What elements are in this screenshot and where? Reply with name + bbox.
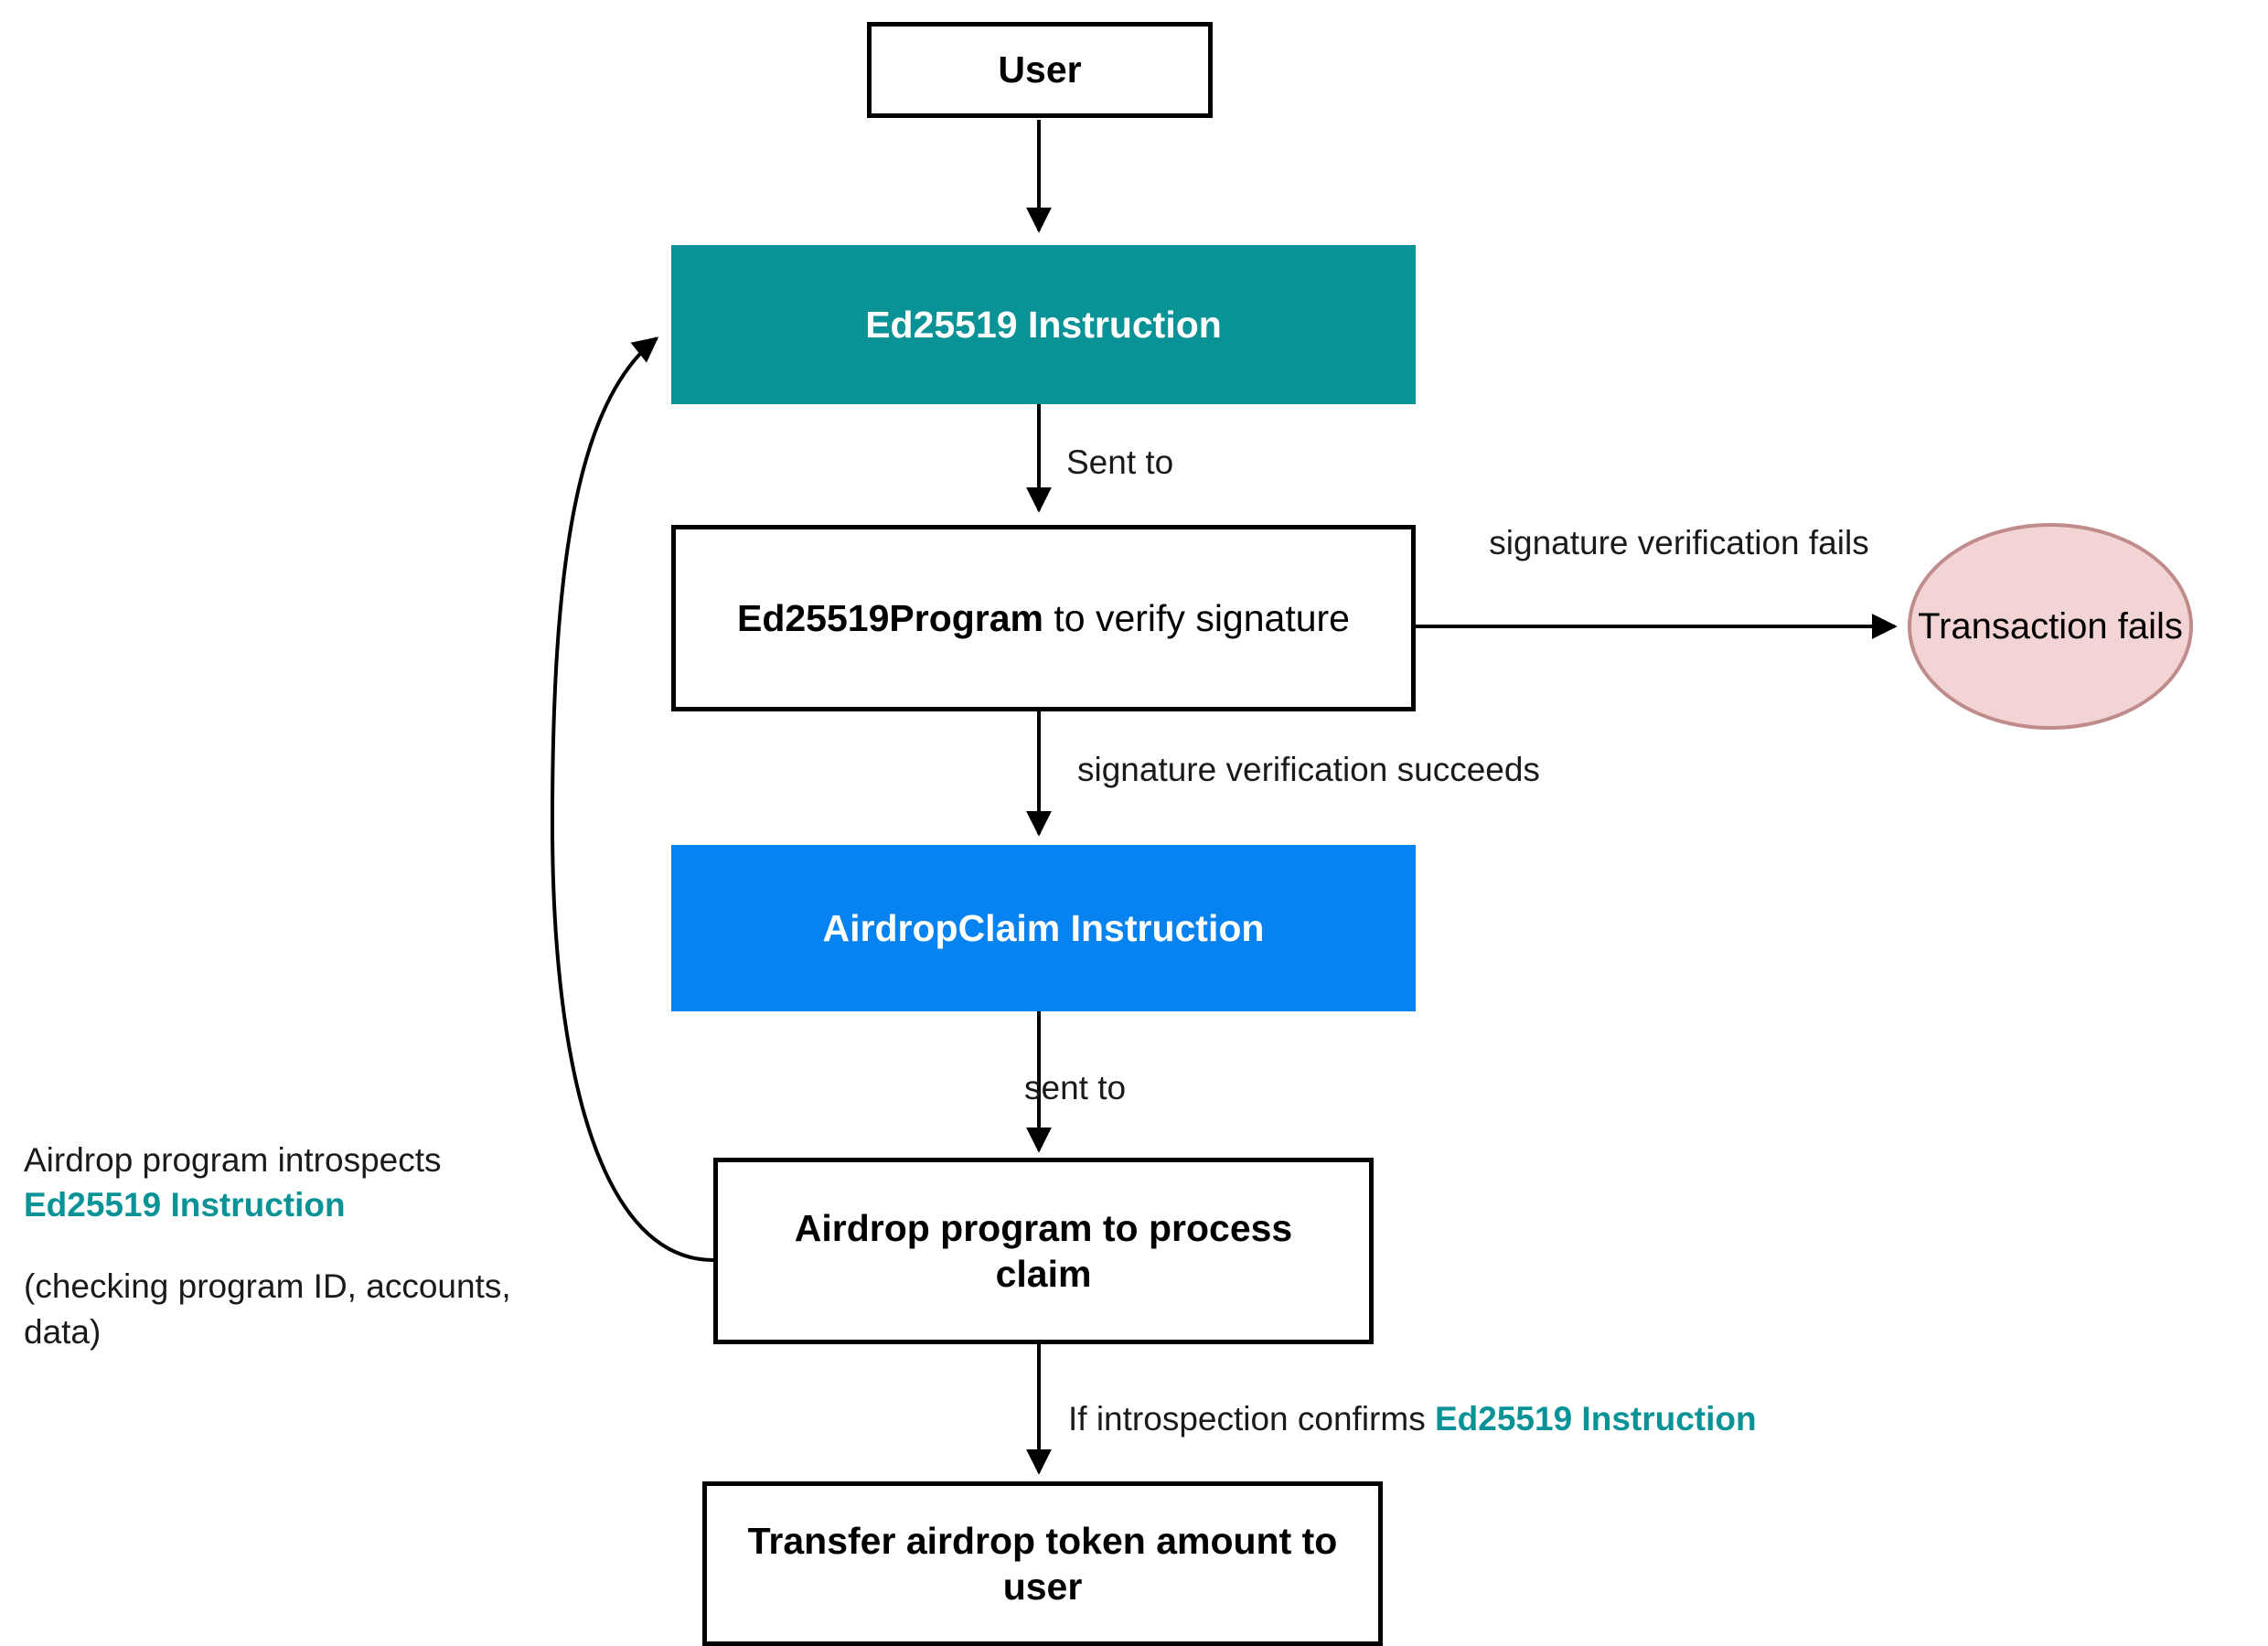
- node-ed25519-instruction-label: Ed25519 Instruction: [865, 303, 1222, 346]
- annotation-introspection: [24, 1138, 682, 1354]
- node-user-label: User: [998, 48, 1082, 91]
- introspection-confirms-prefix: If introspection confirms: [1068, 1400, 1435, 1438]
- node-airdrop-program: [713, 1158, 1374, 1344]
- node-ed25519-program: [671, 525, 1416, 711]
- edge-label-sent-to-airdrop: sent to: [1024, 1069, 1127, 1106]
- node-transfer-tokens: [702, 1481, 1383, 1646]
- annotation-line-3: (checking program ID, accounts,: [24, 1267, 511, 1306]
- node-ed25519-program-label-rest: to verify signature: [1043, 596, 1350, 639]
- edge-label-introspection-confirms: [1068, 1397, 1757, 1440]
- node-user: [867, 22, 1213, 118]
- node-airdropclaim-instruction: [671, 845, 1416, 1011]
- node-transaction-fails: [1908, 523, 2193, 730]
- annotation-line-4: data): [24, 1312, 102, 1351]
- node-airdropclaim-instruction-label: AirdropClaim Instruction: [822, 906, 1265, 949]
- annotation-spacer: [24, 1227, 682, 1264]
- edge-label-verification-succeeds: signature verification succeeds: [1077, 751, 1540, 788]
- node-airdrop-program-label: Airdrop program to process claim: [794, 1206, 1293, 1295]
- node-ed25519-instruction: [671, 245, 1416, 404]
- introspection-confirms-target: Ed25519 Instruction: [1434, 1400, 1757, 1438]
- annotation-line-2: Ed25519 Instruction: [24, 1186, 346, 1224]
- node-transfer-tokens-label: Transfer airdrop token amount to user: [747, 1519, 1338, 1608]
- edge-label-verification-fails: signature verification fails: [1489, 524, 1869, 561]
- annotation-line-1: Airdrop program introspects: [24, 1141, 442, 1179]
- node-ed25519-program-label-bold: Ed25519Program: [736, 596, 1043, 639]
- edge-label-sent-to-program: Sent to: [1066, 444, 1174, 481]
- node-transaction-fails-label: Transaction fails: [1918, 605, 2183, 647]
